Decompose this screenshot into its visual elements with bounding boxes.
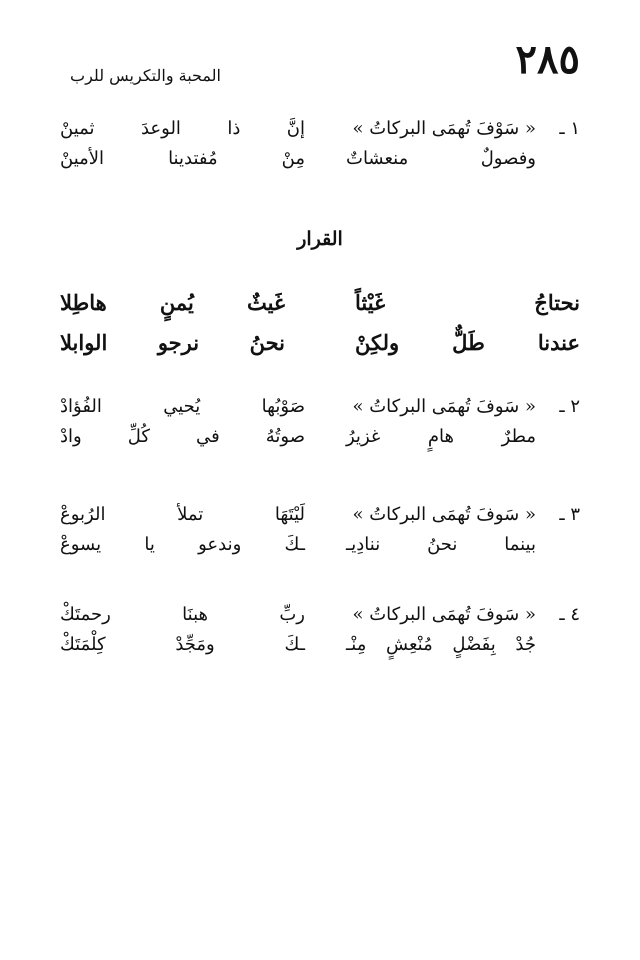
verse-3 bbox=[60, 504, 580, 564]
verse-hemistich-second: صَوْبُها يُحيي الفُؤادْ bbox=[60, 396, 305, 417]
verse-line bbox=[60, 504, 580, 534]
verse-hemistich-first: مطرٌ هامٍ غزيرُ bbox=[346, 426, 536, 447]
verse-hemistich-second: ـكَ وندعو يا يسوعْ bbox=[60, 534, 305, 555]
verse-number: ٢ ـ bbox=[559, 396, 580, 417]
verse-hemistich-first: « سَوفَ تُهمَى البركاتُ » bbox=[352, 604, 536, 625]
verse-line bbox=[60, 534, 580, 564]
verse-hemistich-first: « سَوفَ تُهمَى البركاتُ » bbox=[352, 396, 536, 417]
running-header: المحبة والتكريس للرب bbox=[70, 66, 221, 85]
chorus-hemistich-second: غَيثٌ يُمنٍ هاطِلا bbox=[60, 290, 285, 315]
verse-hemistich-first: بينما نحنُ ننادِيـ bbox=[346, 534, 536, 555]
verse-hemistich-second: لَيْتَهَا تملأ الرُبوعْ bbox=[60, 504, 305, 525]
chorus-hemistich-first: عندنا طَلٌّ ولكِنْ bbox=[355, 330, 580, 355]
verse-line bbox=[60, 118, 580, 148]
verse-1 bbox=[60, 118, 580, 178]
verse-number: ٤ ـ bbox=[559, 604, 580, 625]
verse-hemistich-second: إنَّ ذا الوعدَ ثمينْ bbox=[60, 118, 305, 139]
verse-hemistich-first: « سَوفَ تُهمَى البركاتُ » bbox=[352, 504, 536, 525]
page-number: ٢٨٥ bbox=[515, 36, 580, 83]
verse-number: ١ ـ bbox=[559, 118, 580, 139]
verse-hemistich-first: وفصولٌ منعشاتٌ bbox=[346, 148, 536, 169]
verse-hemistich-first: « سَوْفَ تُهمَى البركاتُ » bbox=[352, 118, 536, 139]
chorus-line bbox=[60, 330, 580, 370]
verse-hemistich-second: صوتُهُ في كُلِّ وادْ bbox=[60, 426, 305, 447]
verse-line bbox=[60, 604, 580, 634]
chorus-hemistich-first: نحتاجُ غَيْثاً bbox=[355, 290, 580, 315]
verse-hemistich-second: ـكَ ومَجِّدْ كِلْمَتَكْ bbox=[60, 634, 305, 655]
verse-line bbox=[60, 148, 580, 178]
verse-line bbox=[60, 426, 580, 456]
verse-line bbox=[60, 634, 580, 664]
chorus-title: القرار bbox=[297, 228, 343, 250]
verse-number: ٣ ـ bbox=[559, 504, 580, 525]
verse-2 bbox=[60, 396, 580, 456]
verse-hemistich-first: جُدْ بِفَضْلٍ مُنْعِشٍ مِنْـ bbox=[346, 634, 536, 655]
chorus-line bbox=[60, 290, 580, 330]
verse-hemistich-second: ربِّ هبنَا رحمتَكْ bbox=[60, 604, 305, 625]
verse-hemistich-second: مِنْ مُفتدينا الأمينْ bbox=[60, 148, 305, 169]
chorus-hemistich-second: نحنُ نرجو الوابلا bbox=[60, 330, 285, 355]
chorus bbox=[60, 290, 580, 370]
verse-4 bbox=[60, 604, 580, 664]
verse-line bbox=[60, 396, 580, 426]
